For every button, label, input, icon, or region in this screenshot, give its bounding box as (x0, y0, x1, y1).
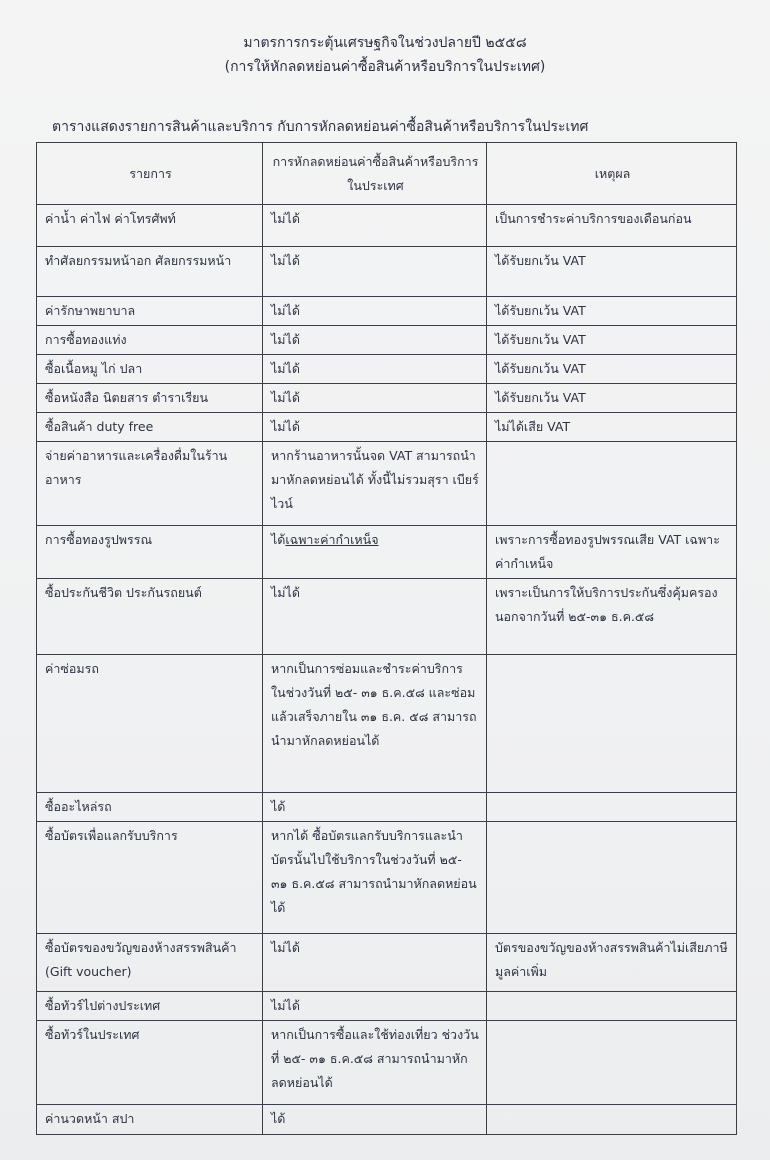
table-row (37, 934, 737, 992)
deduction-cell: ไม่ได้ (263, 355, 487, 384)
reason-cell (487, 1021, 737, 1105)
reason-cell: เป็นการชำระค่าบริการของเดือนก่อน (487, 205, 737, 247)
reason-cell: เพราะเป็นการให้บริการประกันซึ่งคุ้มครองนอกจากวันที่ ๒๕-๓๑ ธ.ค.๕๘ (487, 579, 737, 655)
item-cell: ซื้อทัวร์ในประเทศ (37, 1021, 263, 1105)
item-cell: ซื้อทัวร์ไปต่างประเทศ (37, 992, 263, 1021)
deduction-cell: ไม่ได้ (263, 934, 487, 992)
table-row (37, 655, 737, 793)
deduction-cell: หากได้ ซื้อบัตรแลกรับบริการและนำบัตรนั้นไปใช้บริการในช่วงวันที่ ๒๕- ๓๑ ธ.ค.๕๘ สามารถนำมาหักลดหย่อนได้ (263, 822, 487, 934)
deduction-table (36, 142, 737, 1135)
item-cell: ค่าซ่อมรถ (37, 655, 263, 793)
table-row (37, 793, 737, 822)
deduction-cell: ไม่ได้ (263, 992, 487, 1021)
item-cell: ค่าน้ำ ค่าไฟ ค่าโทรศัพท์ (37, 205, 263, 247)
deduction-cell: ไม่ได้ (263, 205, 487, 247)
deduction-cell: ไม่ได้ (263, 413, 487, 442)
reason-cell: ได้รับยกเว้น VAT (487, 326, 737, 355)
reason-cell (487, 793, 737, 822)
header-reason: เหตุผล (487, 143, 737, 205)
deduction-underlined-text: เฉพาะค่ากำเหน็จ (285, 532, 379, 547)
reason-cell (487, 822, 737, 934)
item-cell: ซื้อหนังสือ นิตยสาร ตำราเรียน (37, 384, 263, 413)
table-row (37, 1105, 737, 1135)
document-title: มาตรการกระตุ้นเศรษฐกิจในช่วงปลายปี ๒๕๕๘ (243, 35, 527, 51)
item-cell: ซื้อบัตรเพื่อแลกรับบริการ (37, 822, 263, 934)
item-cell: จ่ายค่าอาหารและเครื่องดื่มในร้านอาหาร (37, 442, 263, 526)
table-row (37, 297, 737, 326)
deduction-cell: หากเป็นการซ่อมและชำระค่าบริการ ในช่วงวันที่ ๒๕- ๓๑ ธ.ค.๕๘ และซ่อมแล้วเสร็จภายใน ๓๑ ธ.ค. ๕๘ สามารถนำมาหักลดหย่อนได้ (263, 655, 487, 793)
deduction-cell: ไม่ได้ (263, 297, 487, 326)
table-row (37, 205, 737, 247)
item-cell: ซื้อบัตรของขวัญของห้างสรรพสินค้า (Gift voucher) (37, 934, 263, 992)
header-item: รายการ (37, 143, 263, 205)
reason-cell: เพราะการซื้อทองรูปพรรณเสีย VAT เฉพาะค่ากำเหน็จ (487, 526, 737, 579)
reason-cell (487, 655, 737, 793)
item-cell: การซื้อทองรูปพรรณ (37, 526, 263, 579)
deduction-cell: หากเป็นการซื้อและใช้ท่องเที่ยว ช่วงวันที่ ๒๕- ๓๑ ธ.ค.๕๘ สามารถนำมาหักลดหย่อนได้ (263, 1021, 487, 1105)
table-row (37, 326, 737, 355)
reason-cell: ไม่ได้เสีย VAT (487, 413, 737, 442)
table-row (37, 526, 737, 579)
deduction-cell: ไม่ได้ (263, 579, 487, 655)
deduction-cell: ไม่ได้ (263, 247, 487, 297)
reason-cell: ได้รับยกเว้น VAT (487, 247, 737, 297)
header-deduction: การหักลดหย่อนค่าซื้อสินค้าหรือบริการในประเทศ (263, 143, 487, 205)
reason-cell (487, 1105, 737, 1135)
table-row (37, 579, 737, 655)
item-cell: ซื้อประกันชีวิต ประกันรถยนต์ (37, 579, 263, 655)
reason-cell: ได้รับยกเว้น VAT (487, 355, 737, 384)
deduction-cell (263, 526, 487, 579)
deduction-cell: ไม่ได้ (263, 326, 487, 355)
item-cell: ทำศัลยกรรมหน้าอก ศัลยกรรมหน้า (37, 247, 263, 297)
table-row (37, 355, 737, 384)
item-cell: ค่านวดหน้า สปา (37, 1105, 263, 1135)
item-cell: ค่ารักษาพยาบาล (37, 297, 263, 326)
table-caption: ตารางแสดงรายการสินค้าและบริการ กับการหักลดหย่อนค่าซื้อสินค้าหรือบริการในประเทศ (52, 119, 589, 135)
table-row (37, 442, 737, 526)
table-row (37, 822, 737, 934)
deduction-cell: ไม่ได้ (263, 384, 487, 413)
deduction-cell: หากร้านอาหารนั้นจด VAT สามารถนำมาหักลดหย่อนได้ ทั้งนี้ไม่รวมสุรา เบียร์ ไวน์ (263, 442, 487, 526)
item-cell: ซื้ออะไหล่รถ (37, 793, 263, 822)
deduction-cell: ได้ (263, 793, 487, 822)
table-row (37, 413, 737, 442)
reason-cell: บัตรของขวัญของห้างสรรพสินค้าไม่เสียภาษีมูลค่าเพิ่ม (487, 934, 737, 992)
reason-cell: ได้รับยกเว้น VAT (487, 297, 737, 326)
table-row (37, 1021, 737, 1105)
table-row (37, 384, 737, 413)
item-cell: ซื้อเนื้อหมู ไก่ ปลา (37, 355, 263, 384)
reason-cell (487, 442, 737, 526)
document-subtitle: (การให้หักลดหย่อนค่าซื้อสินค้าหรือบริการในประเทศ) (224, 59, 546, 75)
reason-cell (487, 992, 737, 1021)
item-cell: ซื้อสินค้า duty free (37, 413, 263, 442)
table-row (37, 247, 737, 297)
table-row (37, 992, 737, 1021)
deduction-prefix: ได้ (271, 532, 286, 547)
reason-cell: ได้รับยกเว้น VAT (487, 384, 737, 413)
deduction-cell: ได้ (263, 1105, 487, 1135)
table-header-row (37, 143, 737, 205)
item-cell: การซื้อทองแท่ง (37, 326, 263, 355)
